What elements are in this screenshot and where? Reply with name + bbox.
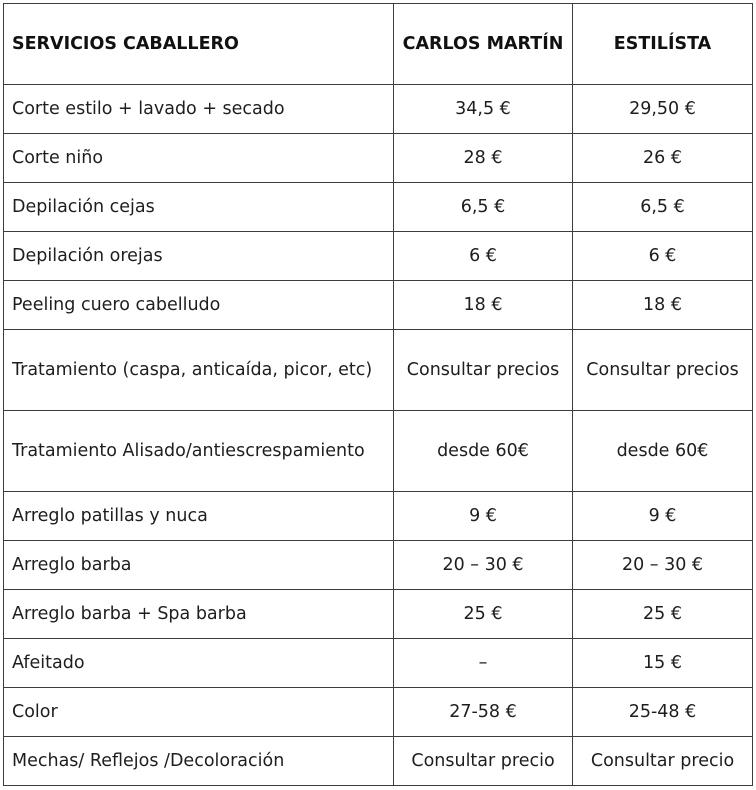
service-name: Color	[4, 688, 394, 737]
table-row	[4, 590, 753, 639]
service-name: Tratamiento (caspa, anticaída, picor, etc)	[4, 330, 394, 411]
table-row	[4, 85, 753, 134]
price-carlos-martin: desde 60€	[394, 411, 573, 492]
price-carlos-martin: 20 – 30 €	[394, 541, 573, 590]
price-estilista: 25 €	[573, 590, 753, 639]
price-carlos-martin: 27-58 €	[394, 688, 573, 737]
table-row	[4, 411, 753, 492]
price-estilista: 9 €	[573, 492, 753, 541]
table-row	[4, 541, 753, 590]
table-row	[4, 232, 753, 281]
table-row	[4, 281, 753, 330]
price-estilista: desde 60€	[573, 411, 753, 492]
service-name: Corte estilo + lavado + secado	[4, 85, 394, 134]
table-row	[4, 688, 753, 737]
service-name: Tratamiento Alisado/antiescrespamiento	[4, 411, 394, 492]
price-carlos-martin: –	[394, 639, 573, 688]
price-estilista: 26 €	[573, 134, 753, 183]
price-carlos-martin: 28 €	[394, 134, 573, 183]
table-row	[4, 492, 753, 541]
service-name: Arreglo barba	[4, 541, 394, 590]
table-header-row	[4, 4, 753, 85]
header-carlos-martin: CARLOS MARTÍN	[394, 4, 573, 85]
price-estilista: 20 – 30 €	[573, 541, 753, 590]
table-row	[4, 639, 753, 688]
price-carlos-martin: 6,5 €	[394, 183, 573, 232]
price-carlos-martin: 34,5 €	[394, 85, 573, 134]
service-name: Afeitado	[4, 639, 394, 688]
price-estilista: 6 €	[573, 232, 753, 281]
service-name: Depilación cejas	[4, 183, 394, 232]
header-estilista: ESTILÍSTA	[573, 4, 753, 85]
price-carlos-martin: 9 €	[394, 492, 573, 541]
service-name: Mechas/ Reflejos /Decoloración	[4, 737, 394, 786]
price-estilista: Consultar precios	[573, 330, 753, 411]
service-name: Arreglo barba + Spa barba	[4, 590, 394, 639]
header-service: SERVICIOS CABALLERO	[4, 4, 394, 85]
price-table	[3, 3, 753, 786]
price-carlos-martin: Consultar precios	[394, 330, 573, 411]
service-name: Corte niño	[4, 134, 394, 183]
service-name: Arreglo patillas y nuca	[4, 492, 394, 541]
table-row	[4, 134, 753, 183]
price-carlos-martin: Consultar precio	[394, 737, 573, 786]
price-estilista: 25-48 €	[573, 688, 753, 737]
price-carlos-martin: 6 €	[394, 232, 573, 281]
price-estilista: 18 €	[573, 281, 753, 330]
price-carlos-martin: 25 €	[394, 590, 573, 639]
table-row	[4, 183, 753, 232]
service-name: Depilación orejas	[4, 232, 394, 281]
price-carlos-martin: 18 €	[394, 281, 573, 330]
price-estilista: 29,50 €	[573, 85, 753, 134]
service-name: Peeling cuero cabelludo	[4, 281, 394, 330]
price-estilista: 6,5 €	[573, 183, 753, 232]
price-estilista: 15 €	[573, 639, 753, 688]
table-row	[4, 330, 753, 411]
price-estilista: Consultar precio	[573, 737, 753, 786]
table-row	[4, 737, 753, 786]
